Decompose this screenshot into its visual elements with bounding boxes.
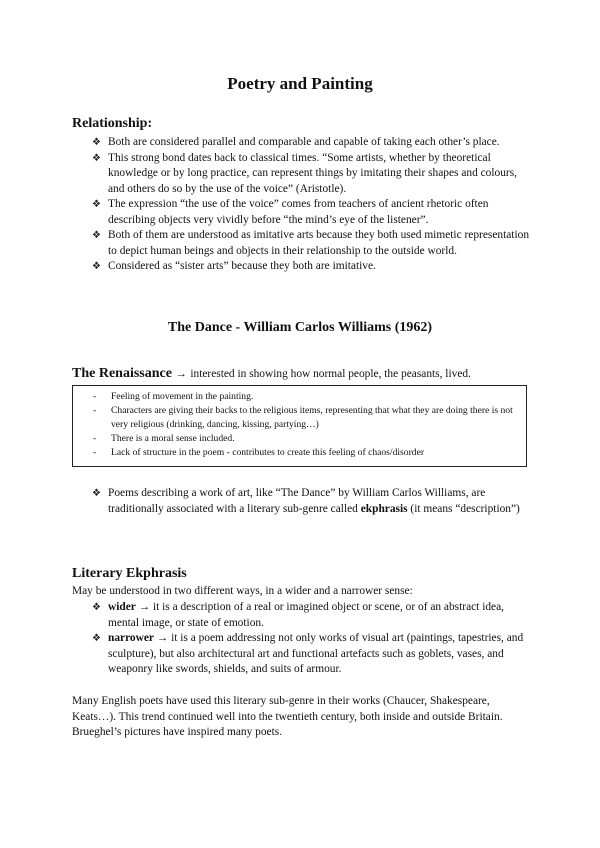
renaissance-line	[72, 366, 471, 382]
renaissance-label: The Renaissance	[72, 366, 172, 381]
list-item: ❖ narrower → it is a poem addressing not only works of visual art (paintings, tapestries, and sculpture), but also architectural art and functional artefacts such as goblets, vases, and weaponry like swords, shields, and suits of armour.	[92, 632, 524, 675]
ekphrasis-note-list	[92, 486, 532, 517]
dash-bullet: -	[93, 447, 97, 459]
ekphrasis-term: ekphrasis	[360, 502, 408, 515]
list-item: - Feeling of movement in the painting.	[93, 390, 518, 404]
list-item: ❖ Poems describing a work of art, like “The Dance” by William Carlos Williams, are traditionally associated with a literary sub-genre called ekphrasis (it means “description”)	[92, 487, 520, 515]
relationship-heading: Relationship:	[72, 116, 153, 131]
list-item: - Characters are giving their backs to the religious items, representing that what they are doing there is not very religious (drinking, dancing, kissing, partying…)	[93, 405, 513, 431]
list-item: ❖ Considered as “sister arts” because they both are imitative.	[92, 259, 532, 275]
dance-title: The Dance - William Carlos Williams (1962)	[167, 320, 433, 335]
literary-list	[92, 600, 532, 678]
arrow-icon: →	[138, 601, 151, 613]
arrow-icon: →	[156, 632, 169, 644]
dash-bullet: -	[93, 433, 97, 445]
diamond-bullet-icon: ❖	[92, 488, 101, 499]
dash-bullet: -	[93, 391, 97, 402]
renaissance-box	[72, 385, 527, 467]
arrow-icon: →	[175, 368, 187, 380]
dash-bullet: -	[93, 405, 97, 417]
list-item: ❖ Both of them are understood as imitative arts because they both used mimetic representation to depict human beings and objects in their relationship to the outside world.	[92, 229, 530, 257]
diamond-bullet-icon: ❖	[92, 137, 101, 148]
list-item: ❖ This strong bond dates back to classical times. “Some artists, whether by theoretical knowledge or by long practice, can represent things by imitating their shapes and colours, and others do so by the use of the voice” (Aristotle).	[92, 151, 518, 195]
closing-paragraph: Many English poets have used this literary sub-genre in their works (Chaucer, Shakespeare, Keats…). This trend continued well into the twentieth century, both inside and outside Britain. Brueghel’s pictures have inspired many poets.	[72, 695, 503, 738]
relationship-list	[92, 135, 532, 275]
page-title: Poetry and Painting	[227, 74, 373, 93]
list-item: ❖ Both are considered parallel and comparable and capable of taking each other’s place.	[92, 135, 532, 151]
literary-intro: May be understood in two different ways, in a wider and a narrower sense:	[72, 585, 413, 597]
literary-ekphrasis-heading: Literary Ekphrasis	[72, 566, 187, 581]
list-item: - Lack of structure in the poem - contributes to create this feeling of chaos/disorder	[93, 446, 518, 460]
renaissance-list	[93, 390, 518, 460]
diamond-bullet-icon: ❖	[92, 199, 101, 210]
diamond-bullet-icon: ❖	[92, 261, 101, 272]
diamond-bullet-icon: ❖	[92, 633, 101, 644]
diamond-bullet-icon: ❖	[92, 152, 101, 164]
diamond-bullet-icon: ❖	[92, 602, 101, 613]
list-item: ❖ wider → it is a description of a real or imagined object or scene, or of an abstract idea, mental image, or state of emotion.	[92, 601, 505, 629]
renaissance-text: interested in showing how normal people, the peasants, lived.	[190, 368, 471, 380]
list-item: - There is a moral sense included.	[93, 432, 518, 446]
list-item: ❖ The expression “the use of the voice” comes from teachers of ancient rhetoric often describing objects very vividly before “the mind’s eye of the listener”.	[92, 198, 489, 226]
diamond-bullet-icon: ❖	[92, 230, 101, 241]
